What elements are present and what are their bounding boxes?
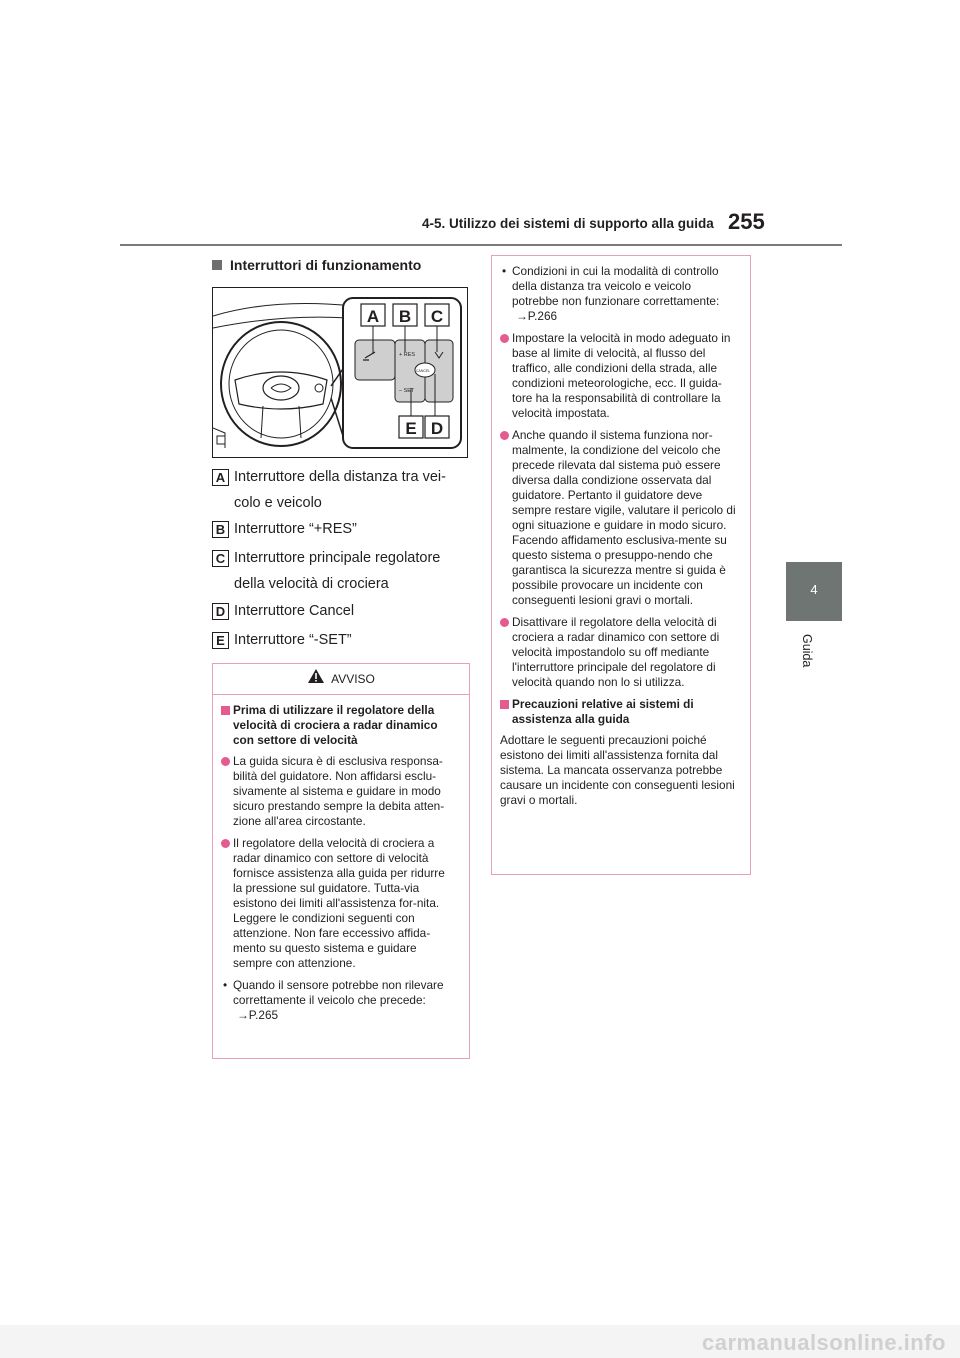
legend-key-a: A bbox=[212, 469, 229, 486]
cancel-button-label: CANCEL bbox=[416, 369, 431, 373]
set-button-label: – SET bbox=[399, 388, 415, 394]
steering-wheel-figure bbox=[212, 287, 468, 458]
right-subheading bbox=[500, 697, 738, 727]
right-subheading-text: Precauzioni relative ai sistemi di assistenza alla guida bbox=[512, 697, 694, 726]
warning-subheading bbox=[221, 703, 457, 748]
legend-text-a-line1: Interruttore della distanza tra vei- bbox=[234, 469, 446, 486]
right-bullet-2-text: Anche quando il sistema funziona nor-malmente, la condizione del veicolo che precede rilevata dal sistema può essere diversa dalla condizione osservata dal guidatore. Pertanto il guidatore deve sempre restare vigile, valutare il pericolo di ogni situazione e guidare in modo sicuro. Facendo affidamento esclusiva-mente su questo sistema o presuppo-nendo che garantisca la sicurezza mentre si guida è possibile provocare un incidente con conseguenti lesioni gravi o mortali. bbox=[512, 428, 736, 607]
figure-label-b: B bbox=[398, 307, 412, 326]
right-bullet-1-text: Impostare la velocità in modo adeguato in base al limite di velocità, al flusso del traffico, alle condizioni della strada, alle condizioni meteorologiche, ecc. Il guida-tore ha la responsabilità di controllare la velocità impostata. bbox=[512, 331, 731, 420]
legend-item-a bbox=[212, 464, 446, 516]
warning-continued-box bbox=[491, 255, 751, 875]
right-bullet-3 bbox=[500, 615, 738, 690]
warning-bullet-1-text: La guida sicura è di esclusiva responsa-bilità del guidatore. Non affidarsi esclu-sivamente al sistema e guidare in modo sicuro prestando sempre la debita atten-zione all'area circostante. bbox=[233, 754, 445, 828]
page-number: 255 bbox=[728, 209, 765, 234]
warning-dash-item bbox=[221, 978, 457, 1023]
warning-title: AVVISO bbox=[331, 672, 375, 686]
warning-subheading-text: Prima di utilizzare il regolatore della velocità di crociera a radar dinamico con settore di velocità bbox=[233, 703, 438, 747]
section-heading bbox=[212, 257, 421, 273]
right-bullet-2 bbox=[500, 428, 738, 608]
legend-key-d: D bbox=[212, 603, 229, 620]
warning-triangle-icon bbox=[307, 665, 325, 695]
legend-key-b: B bbox=[212, 521, 229, 538]
watermark-text: carmanualsonline.info bbox=[702, 1330, 946, 1355]
round-bullet-icon bbox=[500, 618, 509, 627]
right-page-ref[interactable]: →P.266 bbox=[516, 309, 558, 323]
dash-bullet-icon: • bbox=[502, 264, 507, 278]
figure-label-c: C bbox=[430, 307, 444, 326]
right-bullet-1 bbox=[500, 331, 738, 421]
round-bullet-icon bbox=[500, 431, 509, 440]
header-rule bbox=[120, 244, 842, 246]
square-bullet-icon bbox=[500, 700, 509, 709]
legend-item-d bbox=[212, 598, 354, 624]
warning-header bbox=[213, 664, 469, 695]
legend-text-c-line1: Interruttore principale regolatore bbox=[234, 550, 441, 567]
section-title: 4-5. Utilizzo dei sistemi di supporto alla guida bbox=[422, 216, 714, 231]
warning-dash-text: Quando il sensore potrebbe non rilevare correttamente il veicolo che precede: bbox=[233, 978, 444, 1007]
legend-text-b: Interruttore “+RES” bbox=[234, 521, 357, 538]
legend-item-e bbox=[212, 627, 352, 653]
legend-text-d: Interruttore Cancel bbox=[234, 603, 355, 620]
legend-key-e: E bbox=[212, 632, 229, 649]
chapter-label: Guida bbox=[800, 634, 814, 668]
round-bullet-icon bbox=[221, 757, 230, 766]
legend-key-c: C bbox=[212, 550, 229, 567]
warning-bullet-2-text: Il regolatore della velocità di crociera a radar dinamico con settore di velocità fornisce assistenza alla guida per ridurre la pressione sul guidatore. Tutta-via esistono dei limiti all'assistenza for-nita. bbox=[233, 836, 445, 910]
round-bullet-icon bbox=[500, 334, 509, 343]
right-dash-item bbox=[500, 264, 738, 324]
warning-box bbox=[212, 663, 470, 1059]
warning-bullet-2-extra: Leggere le condizioni seguenti con attenzione. Non fare eccessivo affida-mento su questo sistema e guidare sempre con attenzione. bbox=[233, 911, 431, 970]
right-paragraph: Adottare le seguenti precauzioni poiché esistono dei limiti all'assistenza fornita dal sistema. La mancata osservanza potrebbe causare un incidente con conseguenti lesioni gravi o mortali. bbox=[500, 733, 735, 807]
figure-label-e: E bbox=[405, 419, 417, 438]
legend-text-e: Interruttore “-SET” bbox=[234, 632, 352, 649]
round-bullet-icon bbox=[221, 839, 230, 848]
figure-label-a: A bbox=[366, 307, 380, 326]
section-heading-text: Interruttori di funzionamento bbox=[230, 257, 422, 273]
legend-text-a-line2: colo e veicolo bbox=[234, 495, 322, 512]
legend-item-b bbox=[212, 516, 357, 542]
right-bullet-3-text: Disattivare il regolatore della velocità di crociera a radar dinamico con settore di velocità impostandolo su off mediante l'interruttore principale del regolatore di velocità quando non lo si utilizza. bbox=[512, 615, 720, 689]
figure-label-d: D bbox=[430, 419, 444, 438]
res-button-label: + RES bbox=[399, 352, 416, 358]
warning-page-ref[interactable]: →P.265 bbox=[237, 1008, 279, 1022]
square-bullet-icon bbox=[221, 706, 230, 715]
steering-wheel-illustration bbox=[213, 288, 466, 456]
square-bullet-icon bbox=[212, 260, 222, 270]
legend-text-c-line2: della velocità di crociera bbox=[234, 576, 389, 593]
chapter-tab: 4 bbox=[786, 562, 842, 621]
warning-bullet-2 bbox=[221, 836, 457, 971]
dash-bullet-icon: • bbox=[223, 978, 228, 992]
warning-bullet-1 bbox=[221, 754, 457, 829]
right-dash-text: Condizioni in cui la modalità di controllo della distanza tra veicolo e veicolo potrebbe non funzionare correttamente: bbox=[512, 264, 720, 308]
legend-item-c bbox=[212, 545, 440, 597]
